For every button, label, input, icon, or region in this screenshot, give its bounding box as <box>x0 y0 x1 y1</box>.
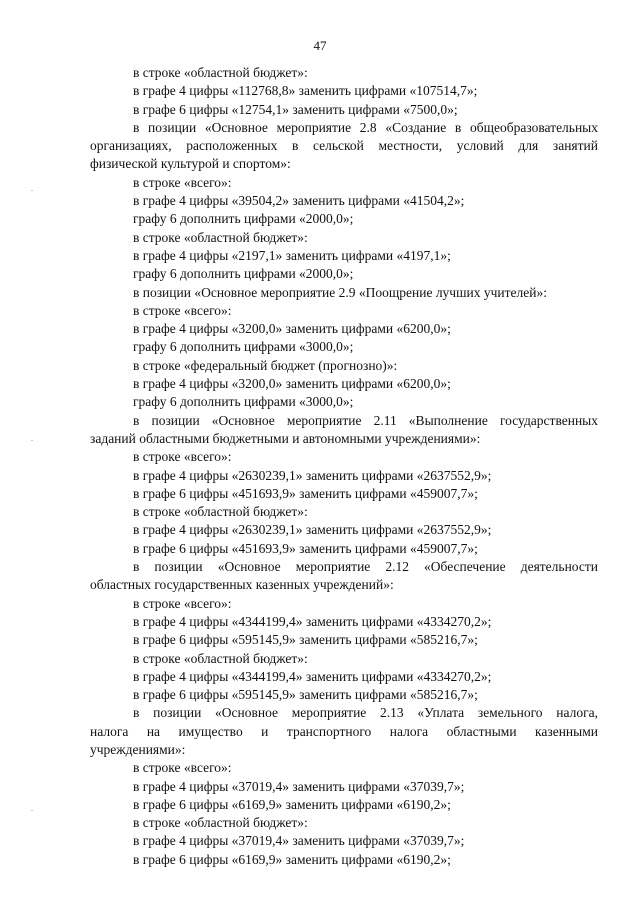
document-body <box>90 64 598 869</box>
text-line: организациях, расположенных в сельской местности, условий для занятий <box>90 138 598 154</box>
text-line: в позиции «Основное мероприятие 2.12 «Обеспечение деятельности <box>133 559 598 575</box>
page-number: 47 <box>313 38 327 53</box>
text-line: в строке «всего»: <box>133 595 232 611</box>
text-line: в графе 4 цифры «3200,0» заменить цифрами «6200,0»; <box>133 376 451 392</box>
scan-margin-mark <box>31 810 33 811</box>
text-line: в графе 4 цифры «2197,1» заменить цифрами «4197,1»; <box>133 247 451 263</box>
text-line: в строке «областной бюджет»: <box>133 815 308 831</box>
text-line: в строке «всего»: <box>133 449 232 465</box>
text-line: в строке «всего»: <box>133 760 232 776</box>
text-line: графу 6 дополнить цифрами «3000,0»; <box>133 339 354 355</box>
text-line: графу 6 дополнить цифрами «3000,0»; <box>133 394 354 410</box>
text-line: в графе 6 цифры «595145,9» заменить цифрами «585216,7»; <box>133 632 478 648</box>
text-line: заданий областными бюджетными и автономными учреждениями»: <box>90 430 481 446</box>
text-line: в графе 6 цифры «6169,9» заменить цифрами «6190,2»; <box>133 851 451 867</box>
text-line: в строке «областной бюджет»: <box>133 504 308 520</box>
text-line: физической культурой и спортом»: <box>90 156 291 172</box>
text-line: графу 6 дополнить цифрами «2000,0»; <box>133 266 354 282</box>
text-line: в графе 4 цифры «4344199,4» заменить цифрами «4334270,2»; <box>133 613 492 629</box>
text-line: в графе 6 цифры «451693,9» заменить цифрами «459007,7»; <box>133 540 478 556</box>
text-line: графу 6 дополнить цифрами «2000,0»; <box>133 211 354 227</box>
text-line: налога на имущество и транспортного налога областными казенными <box>90 723 598 739</box>
text-line: в графе 4 цифры «37019,4» заменить цифрами «37039,7»; <box>133 778 465 794</box>
text-line: в строке «областной бюджет»: <box>133 650 308 666</box>
text-line: в графе 6 цифры «595145,9» заменить цифрами «585216,7»; <box>133 687 478 703</box>
text-line: в строке «областной бюджет»: <box>133 229 308 245</box>
scan-margin-mark <box>31 190 33 191</box>
text-line: в графе 4 цифры «4344199,4» заменить цифрами «4334270,2»; <box>133 668 492 684</box>
text-line: в строке «всего»: <box>133 174 232 190</box>
text-line: в графе 4 цифры «39504,2» заменить цифрами «41504,2»; <box>133 193 465 209</box>
text-line: в позиции «Основное мероприятие 2.13 «Уплата земельного налога, <box>133 705 598 721</box>
text-line: в строке «областной бюджет»: <box>133 65 308 80</box>
text-line: учреждениями»: <box>90 741 186 757</box>
text-line: в позиции «Основное мероприятие 2.9 «Поощрение лучших учителей»: <box>133 284 547 300</box>
text-line: в позиции «Основное мероприятие 2.8 «Создание в общеобразовательных <box>133 119 598 135</box>
text-line: в строке «федеральный бюджет (прогнозно)»: <box>133 357 398 373</box>
text-line: в графе 4 цифры «112768,8» заменить цифрами «107514,7»; <box>133 83 478 99</box>
text-line: в графе 4 цифры «3200,0» заменить цифрами «6200,0»; <box>133 321 451 337</box>
text-line: в строке «всего»: <box>133 302 232 318</box>
text-line: в графе 4 цифры «2630239,1» заменить цифрами «2637552,9»; <box>133 522 492 538</box>
text-line: в графе 4 цифры «2630239,1» заменить цифрами «2637552,9»; <box>133 467 492 483</box>
text-line: в позиции «Основное мероприятие 2.11 «Выполнение государственных <box>133 412 598 428</box>
text-line: в графе 6 цифры «451693,9» заменить цифрами «459007,7»; <box>133 485 478 501</box>
text-line: в графе 4 цифры «37019,4» заменить цифрами «37039,7»; <box>133 833 465 849</box>
scan-margin-mark <box>31 440 33 441</box>
text-line: в графе 6 цифры «12754,1» заменить цифрами «7500,0»; <box>133 101 458 117</box>
text-line: областных государственных казенных учреждений»: <box>90 577 394 593</box>
text-line: в графе 6 цифры «6169,9» заменить цифрами «6190,2»; <box>133 796 451 812</box>
